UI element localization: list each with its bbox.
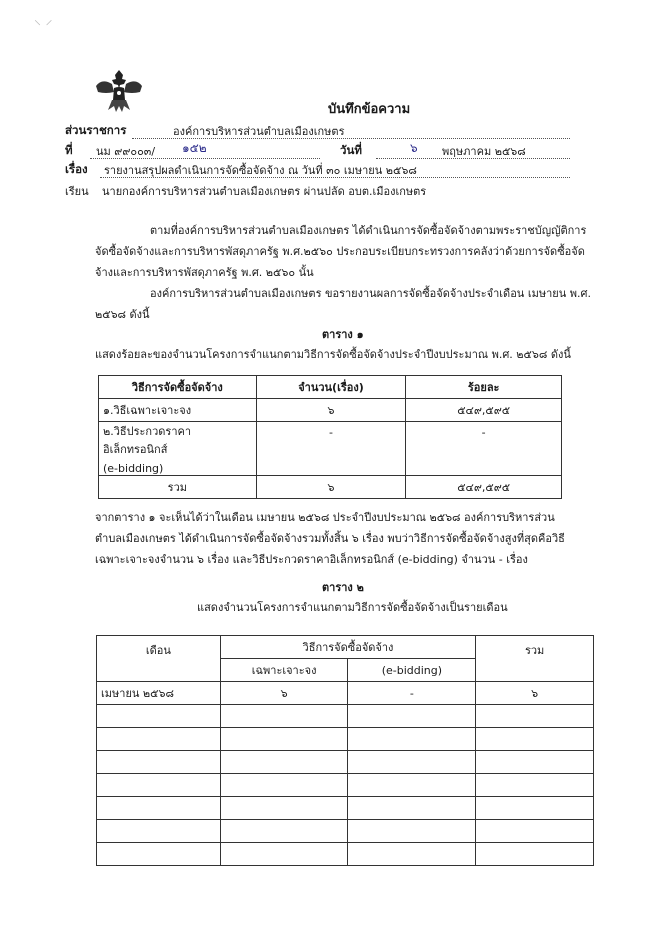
table1-cell-percent: -: [406, 422, 562, 476]
table2-cell-ebid: [348, 774, 476, 797]
table1-cell-method: [99, 422, 257, 476]
table1-total-count: ๖: [256, 476, 406, 499]
subject-label: เรื่อง: [65, 162, 88, 176]
table-row: [97, 843, 594, 866]
scan-mark: ⸌ ⸍: [34, 18, 53, 34]
table2-cell-total: [476, 751, 594, 774]
table1-cell-method: ๑.วิธีเฉพาะเจาะจง: [99, 399, 257, 422]
table1-header-percent: ร้อยละ: [406, 376, 562, 399]
table2-cell-month: [97, 728, 221, 751]
date-label: วันที่: [340, 143, 362, 157]
para2-line1: องค์การบริหารส่วนตำบลเมืองเกษตร ขอรายงานผลการจัดซื้อจัดจ้างประจำเดือน เมษายน พ.ศ.: [150, 287, 591, 300]
subject-value: รายงานสรุปผลดำเนินการจัดซื้อจัดจ้าง ณ วันที่ ๓๐ เมษายน ๒๕๖๘: [104, 164, 417, 177]
para2-line2: ๒๕๖๘ ดังนี้: [95, 308, 150, 321]
dept-value: องค์การบริหารส่วนตำบลเมืองเกษตร: [173, 125, 345, 138]
table2-cell-specific: ๖: [220, 682, 348, 705]
table2-header-month: เดือน: [97, 636, 221, 682]
table2-cell-month: [97, 820, 221, 843]
table1-header-count: จำนวน(เรื่อง): [256, 376, 406, 399]
memo-title: บันทึกข้อความ: [328, 102, 411, 117]
table2: [96, 635, 594, 866]
table2-cell-month: [97, 751, 221, 774]
table2-subtitle: แสดงจำนวนโครงการจำแนกตามวิธีการจัดซื้อจัดจ้างเป็นรายเดือน: [197, 601, 508, 614]
date-dotline: [376, 158, 570, 159]
table-row: [97, 728, 594, 751]
table-row: [99, 422, 562, 476]
table2-cell-specific: [220, 797, 348, 820]
table1-method-line1: ๒.วิธีประกวดราคาอิเล็กทรอนิกส์: [103, 425, 192, 456]
table1-header-row: [99, 376, 562, 399]
table2-cell-specific: [220, 843, 348, 866]
para1-line2: จัดซื้อจัดจ้างและการบริหารพัสดุภาครัฐ พ.ศ.๒๕๖๐ ประกอบระเบียบกระทรวงการคลังว่าด้วยการจัดซื้อจัด: [95, 245, 585, 258]
table2-cell-ebid: -: [348, 682, 476, 705]
table2-header-ebid: (e-bidding): [348, 659, 476, 682]
para1-line3: จ้างและการบริหารพัสดุภาครัฐ พ.ศ. ๒๕๖๐ นั้น: [95, 266, 314, 279]
table1-cell-percent: ๕๔๙,๕๙๕: [406, 399, 562, 422]
table2-header-row: [97, 636, 594, 659]
table-row: [99, 399, 562, 422]
table2-cell-total: [476, 843, 594, 866]
table1-method-line2: (e-bidding): [103, 462, 164, 475]
table2-cell-total: [476, 820, 594, 843]
table2-cell-specific: [220, 820, 348, 843]
ref-value: นม ๙๙๐๐๓/: [96, 145, 156, 158]
table2-cell-total: [476, 728, 594, 751]
table2-cell-total: ๖: [476, 682, 594, 705]
table2-cell-specific: [220, 705, 348, 728]
summary-line3: เฉพาะเจาะจงจำนวน ๖ เรื่อง และวิธีประกวดราคาอิเล็กทรอนิกส์ (e-bidding) จำนวน - เรื่อง: [95, 553, 528, 566]
table2-cell-ebid: [348, 728, 476, 751]
table2-header-total: รวม: [476, 636, 594, 682]
table1-total-percent: ๕๔๙,๕๙๕: [406, 476, 562, 499]
table-row: [97, 797, 594, 820]
table-row: [97, 774, 594, 797]
table2-cell-ebid: [348, 843, 476, 866]
table1-header-method: วิธีการจัดซื้อจัดจ้าง: [99, 376, 257, 399]
garuda-emblem-icon: [94, 66, 144, 116]
para1-line1: ตามที่องค์การบริหารส่วนตำบลเมืองเกษตร ได้ดำเนินการจัดซื้อจัดจ้างตามพระราชบัญญัติการ: [150, 224, 587, 237]
subject-dotline: [100, 177, 570, 178]
table2-cell-month: [97, 843, 221, 866]
ref-label: ที่: [65, 143, 73, 157]
table2-cell-ebid: [348, 820, 476, 843]
table1: [98, 375, 562, 499]
ref-handwritten: ๑๕๒: [182, 141, 207, 155]
to-label: เรียน: [65, 185, 89, 198]
table1-caption: ตาราง ๑: [322, 328, 364, 341]
ref-dotline: [90, 158, 320, 159]
table-row: [97, 682, 594, 705]
table2-header-specific: เฉพาะเจาะจง: [220, 659, 348, 682]
table2-cell-ebid: [348, 797, 476, 820]
date-value: พฤษภาคม ๒๕๖๘: [442, 145, 526, 158]
date-handwritten: ๖: [410, 141, 418, 155]
table2-cell-specific: [220, 751, 348, 774]
to-value: นายกองค์การบริหารส่วนตำบลเมืองเกษตร ผ่านปลัด อบต.เมืองเกษตร: [102, 185, 427, 198]
table2-cell-ebid: [348, 751, 476, 774]
table2-cell-specific: [220, 774, 348, 797]
table1-cell-count: ๖: [256, 399, 406, 422]
table1-total-row: [99, 476, 562, 499]
table2-cell-total: [476, 705, 594, 728]
table2-cell-month: เมษายน ๒๕๖๘: [97, 682, 221, 705]
dept-label: ส่วนราชการ: [65, 123, 127, 137]
table1-cell-count: -: [256, 422, 406, 476]
table-row: [97, 820, 594, 843]
table2-cell-month: [97, 705, 221, 728]
table-row: [97, 705, 594, 728]
table2-cell-month: [97, 774, 221, 797]
table-row: [97, 751, 594, 774]
table2-caption: ตาราง ๒: [322, 581, 364, 594]
summary-line1: จากตาราง ๑ จะเห็นได้ว่าในเดือน เมษายน ๒๕๖๘ ประจำปีงบประมาณ ๒๕๖๘ องค์การบริหารส่วน: [95, 511, 555, 524]
table2-cell-specific: [220, 728, 348, 751]
summary-line2: ตำบลเมืองเกษตร ได้ดำเนินการจัดซื้อจัดจ้างรวมทั้งสิ้น ๖ เรื่อง พบว่าวิธีการจัดซื้อจัดจ้างสูงที่สุดคือวิธี: [95, 532, 565, 545]
table1-subtitle: แสดงร้อยละของจำนวนโครงการจำแนกตามวิธีการจัดซื้อจัดจ้างประจำปีงบประมาณ พ.ศ. ๒๕๖๘ ดังนี้: [95, 348, 571, 361]
table1-total-label: รวม: [99, 476, 257, 499]
table2-cell-total: [476, 797, 594, 820]
table2-cell-ebid: [348, 705, 476, 728]
table2-header-method: วิธีการจัดซื้อจัดจ้าง: [220, 636, 476, 659]
table2-cell-month: [97, 797, 221, 820]
table2-cell-total: [476, 774, 594, 797]
